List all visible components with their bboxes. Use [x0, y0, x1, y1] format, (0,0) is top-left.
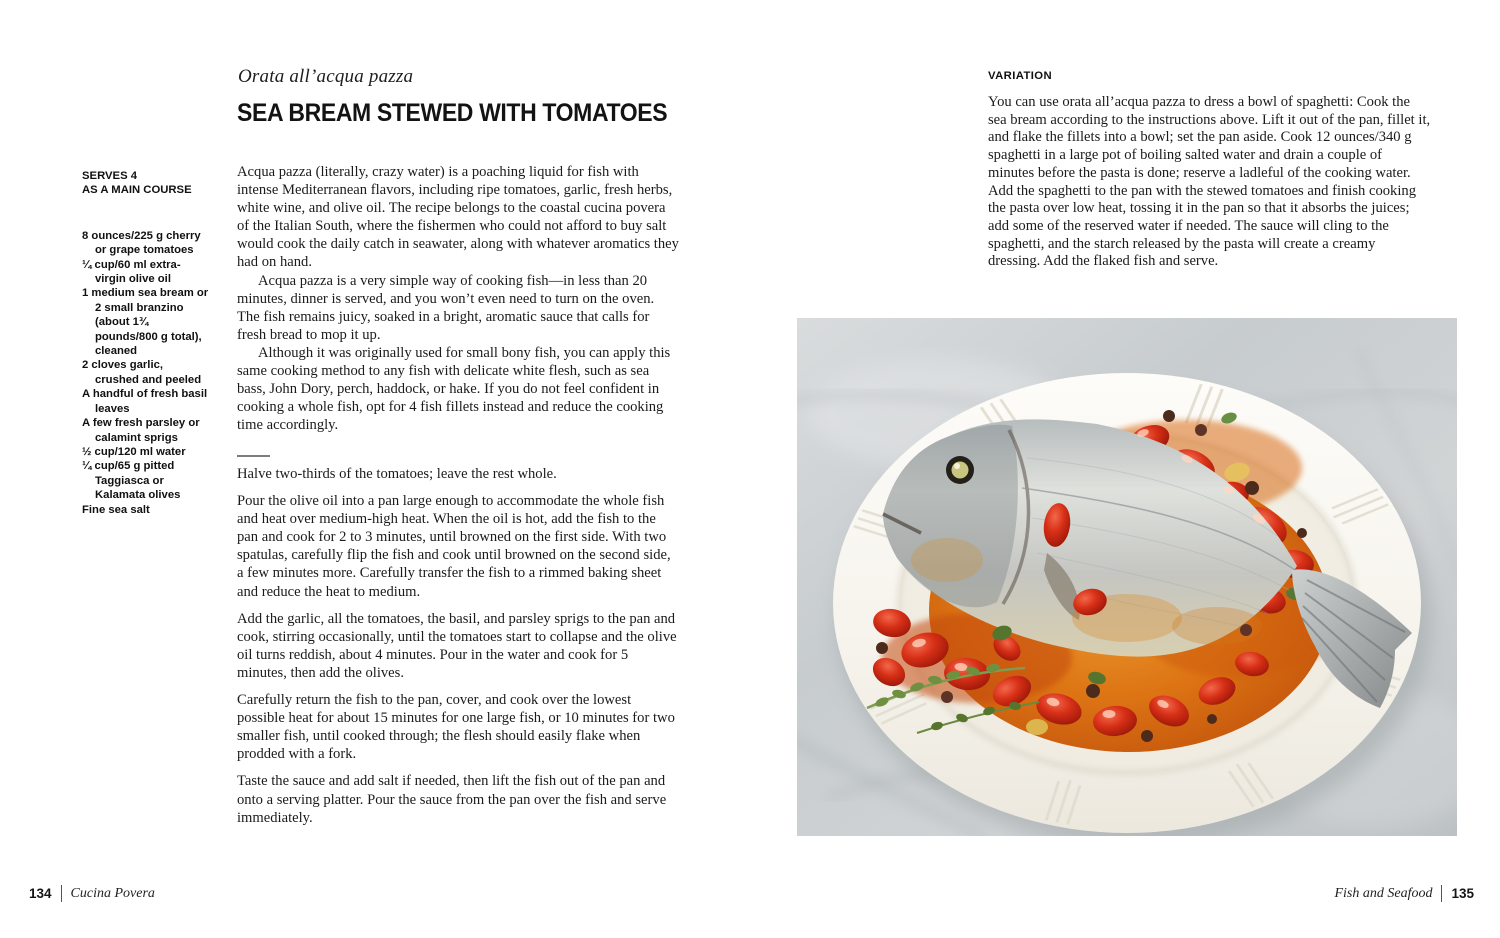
footer-divider [1441, 885, 1442, 902]
page-title: SEA BREAM STEWED WITH TOMATOES [237, 99, 668, 127]
book-title: Cucina Povera [70, 885, 155, 901]
chapter-title: Fish and Seafood [1334, 885, 1433, 901]
page-number: 135 [1451, 886, 1474, 901]
recipe-method [237, 465, 680, 836]
garlic-clove [1026, 719, 1048, 735]
method-step: Carefully return the fish to the pan, cover, and cook over the lowest possible heat for about 15 minutes for one large fish, or 10 minutes for two smaller fish, until cooked through; the flesh should easily flake when prodded with a fork. [237, 692, 675, 763]
footer-divider [61, 885, 62, 902]
intro-paragraph: Acqua pazza (literally, crazy water) is a poaching liquid for fish with intense Mediterranean flavors, including ripe tomatoes, garlic, fresh herbs, white wine, and olive oil. The recipe belongs to the coastal cucina povera of the Italian South, where the fishermen who could not afford to buy salt would cook the daily catch in seawater, along with whatever aromatics they had on hand. [237, 164, 679, 271]
ingredient-item: 8 ounces/225 g cherry or grape tomatoes [82, 229, 201, 257]
ingredient-item: 1 medium sea bream or 2 small branzino (about 1¾ pounds/800 g total), cleaned [82, 287, 209, 358]
page-number: 134 [29, 886, 52, 901]
ingredient-item: ¼ cup/65 g pitted Taggiasca or Kalamata olives [82, 460, 181, 502]
serves-block [82, 169, 210, 198]
ingredient-item: A few fresh parsley or calamint sprigs [82, 417, 200, 444]
ingredient-item: 2 cloves garlic, crushed and peeled [82, 359, 202, 386]
method-step: Add the garlic, all the tomatoes, the basil, and parsley sprigs to the pan and cook, stirring occasionally, until the tomatoes start to collapse and the olive oil turns reddish, about 4 minutes. Pour in the water and cook for 5 minutes, then add the olives. [237, 610, 677, 681]
serves-course-line: AS A MAIN COURSE [82, 184, 192, 197]
right-page-footer [1334, 885, 1474, 902]
recipe-sidebar [82, 169, 210, 517]
intro-paragraph: Although it was originally used for small bony fish, you can apply this same cooking method to any fish with delicate white flesh, such as sea bass, John Dory, perch, haddock, or hake. If you do not feel confident in cooking a whole fish, opt for 4 fish fillets instead and reduce the cooking time accordingly. [237, 344, 671, 434]
section-divider-rule [237, 455, 270, 457]
variation-text: You can use orata all’acqua pazza to dress a bowl of spaghetti: Cook the sea bream according to the instructions above. Lift it out of the pan, fillet it, and flake the fillets into a bowl; set the pan aside. Cook 12 ounces/340 g spaghetti in a large pot of boiling salted water and drain a couple of minutes before the pasta is done; reserve a ladleful of the cooking water. Add the spaghetti to the pan with the stewed tomatoes and finish cooking the pasta over low heat, tossing it in the pan so that it absorbs the juices; add some of the reserved water if needed. The sauce will cling to the spaghetti, and the starch released by the pasta will create a creamy dressing. Add the flaked fish and serve. [988, 94, 1431, 270]
ingredient-item: ¼ cup/60 ml extra-virgin olive oil [82, 258, 181, 286]
intro-paragraph: Acqua pazza is a very simple way of cooking fish—in less than 20 minutes, dinner is served, and you won’t even need to turn on the oven. The fish remains juicy, soaked in a bright, aromatic sauce that calls for fresh bread to mop it up. [237, 272, 655, 343]
serves-line: SERVES 4 [82, 170, 138, 182]
ingredient-item: ½ cup/120 ml water [82, 445, 186, 458]
recipe-italian-name: Orata all’acqua pazza [238, 66, 414, 87]
recipe-photo [797, 318, 1457, 836]
ingredient-item: A handful of fresh basil leaves [82, 388, 208, 415]
recipe-photo-illustration [797, 318, 1457, 836]
ingredient-item: Fine sea salt [82, 503, 150, 516]
method-step: Halve two-thirds of the tomatoes; leave the rest whole. [237, 466, 557, 482]
variation-heading: VARIATION [988, 70, 1053, 82]
left-page-footer [29, 885, 155, 902]
recipe-introduction [237, 163, 680, 434]
ingredient-list [82, 229, 210, 517]
method-step: Pour the olive oil into a pan large enough to accommodate the whole fish and heat over medium-high heat. When the oil is hot, add the fish to the pan and cook for 2 to 3 minutes, until browned on the first side. With two spatulas, carefully flip the fish and cook until browned on the second side, a few minutes more. Carefully transfer the fish to a rimmed baking sheet and reduce the heat to medium. [237, 493, 671, 600]
method-step: Taste the sauce and add salt if needed, then lift the fish out of the pan and onto a serving platter. Pour the sauce from the pan over the fish and serve immediately. [237, 773, 667, 826]
